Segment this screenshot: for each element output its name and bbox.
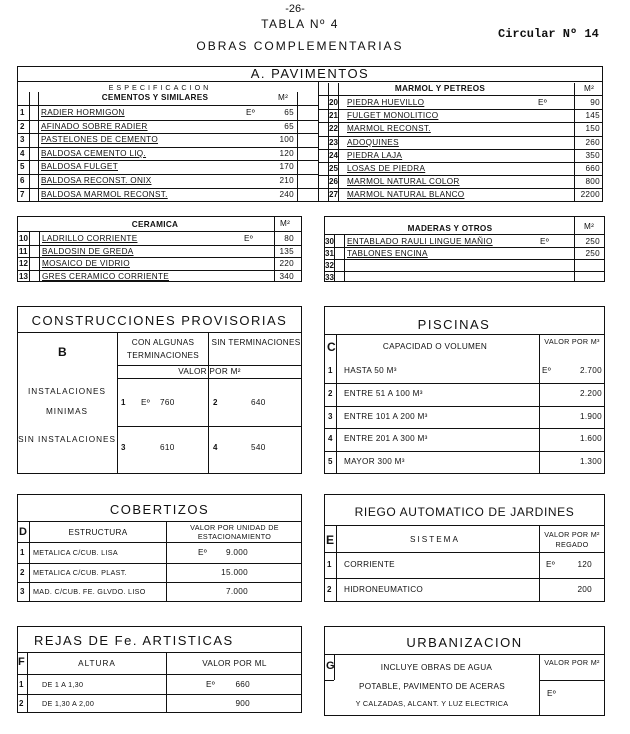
col-con-algunas: CON ALGUNAS TERMINACIONES [126, 338, 200, 360]
pavimentos-title: A. PAVIMENTOS [250, 66, 370, 81]
row-description: BALDOSA MARMOL RECONST. [41, 189, 168, 199]
construcciones-letter: B [58, 345, 67, 359]
row-description: RADIER HORMIGON [41, 108, 125, 117]
cobertizos-letter: D [19, 526, 27, 538]
row-description: BALDOSA RECONST. ONIX [41, 176, 152, 185]
row-description: ENTRE 201 A 300 M³ [344, 434, 428, 444]
row-number: 11 [19, 246, 28, 256]
row-number: 6 [20, 176, 25, 185]
row-number: 4 [328, 434, 333, 444]
row-value: 120 [279, 148, 294, 158]
rejas-value-header: VALOR POR ML [202, 659, 267, 668]
row-mark: Eº [198, 548, 208, 557]
row-value: 2200 [580, 190, 600, 200]
cell-num: 2 [213, 398, 218, 407]
urbanizacion-title: URBANIZACION [406, 635, 523, 650]
row-number: 3 [20, 135, 25, 145]
riego-value-header: VALOR POR M² REGADO [544, 530, 600, 549]
cobertizos-value-header: VALOR POR UNIDAD DE ESTACIONAMIENTO [190, 523, 279, 541]
maderas-group-title: MADERAS Y OTROS [407, 224, 493, 233]
marmol-unit: M² [584, 84, 595, 93]
row-value: 200 [577, 584, 592, 594]
row-number: 30 [325, 237, 334, 246]
row-description: TABLONES ENCINA [347, 249, 428, 258]
row-number: 32 [325, 261, 334, 270]
row-number: 4 [20, 148, 25, 158]
row-value: 2.700 [580, 366, 602, 375]
row-value: 660 [235, 680, 250, 689]
row-description: BALDOSIN DE GREDA [42, 246, 134, 256]
rejas-letter: F [18, 656, 25, 668]
row-description: MARMOL NATURAL COLOR [347, 177, 460, 187]
row-value: 220 [279, 259, 294, 268]
row-description: ADOQUINES [347, 137, 399, 147]
cell-value: 610 [160, 443, 175, 452]
row-number: 5 [328, 457, 333, 467]
row-number: 10 [19, 234, 28, 243]
row-description: ENTRE 51 A 100 M³ [344, 388, 423, 398]
maderas-unit: M² [584, 222, 595, 231]
row-value: 65 [284, 108, 294, 117]
row-number: 24 [329, 150, 338, 160]
rejas-title: REJAS DE Fe. ARTISTICAS [34, 633, 234, 648]
row-value: 145 [585, 111, 600, 121]
row-value: 660 [585, 164, 600, 173]
row-mark: Eº [244, 234, 254, 243]
row-value: 210 [279, 176, 294, 185]
cell-num: 1 [121, 398, 126, 407]
row-number: 22 [329, 124, 338, 134]
cell-value: 760 [160, 398, 175, 407]
spec-label: ESPECIFICACION [108, 83, 212, 92]
cell-num: 3 [121, 443, 126, 452]
row-description: LOSAS DE PIEDRA [347, 164, 426, 173]
urbanizacion-desc-line-3: Y CALZADAS, ALCANT. Y LUZ ELECTRICA [355, 699, 509, 708]
row-number: 33 [325, 273, 334, 282]
row-number: 2 [327, 584, 332, 594]
row-description: AFINADO SOBRE RADIER [41, 121, 148, 131]
row-value: 15.000 [221, 567, 248, 577]
row-number: 31 [325, 249, 334, 258]
row-number: 2 [20, 121, 25, 131]
row-description: MOSAICO DE VIDRIO [42, 259, 130, 268]
urbanizacion-letter: G [326, 660, 335, 672]
row-number: 1 [328, 366, 333, 375]
row-description: CORRIENTE [344, 560, 395, 569]
row-number: 25 [329, 164, 338, 173]
cell-value: 640 [251, 398, 266, 407]
cementos-unit: M² [278, 93, 289, 102]
row-description: MARMOL RECONST. [347, 124, 431, 134]
row-description: PIEDRA HUEVILLO [347, 98, 425, 107]
row-description: METALICA C/CUB. LISA [33, 548, 118, 557]
urbanizacion-desc-line-1: INCLUYE OBRAS DE AGUA [380, 663, 493, 672]
row-description: PASTELONES DE CEMENTO [41, 135, 159, 145]
row-description: HASTA 50 M³ [344, 366, 397, 375]
row-value: 120 [577, 560, 592, 569]
row-value: 1.900 [580, 411, 602, 421]
row-description: DE 1 A 1,30 [42, 680, 84, 689]
row-value: 2.200 [580, 388, 602, 398]
urbanizacion-value-header: VALOR POR M² [544, 658, 600, 667]
row-value: 9.000 [226, 548, 248, 557]
row-number: 3 [20, 587, 25, 596]
row-number: 1 [20, 108, 25, 117]
rejas-col-header: ALTURA [78, 659, 116, 668]
row-number: 1 [20, 548, 25, 557]
ceramica-unit: M² [280, 219, 291, 228]
row-value: 260 [585, 137, 600, 147]
row-description: BALDOSA FULGET [41, 162, 118, 172]
row-description: METALICA C/CUB. PLAST. [33, 567, 127, 577]
row-mark: Eº [540, 237, 550, 246]
row-value: 800 [585, 177, 600, 187]
row-number: 2 [20, 567, 25, 577]
row-description: GRES CERAMICO CORRIENTE [42, 271, 169, 281]
row-description: BALDOSA CEMENTO LIQ. [41, 148, 147, 158]
row-value: 80 [284, 234, 294, 243]
urbanizacion-desc-line-2: POTABLE, PAVIMENTO DE ACERAS [358, 682, 506, 691]
row-number: 2 [328, 388, 333, 398]
row-sin-instalaciones: SIN INSTALACIONES [18, 435, 116, 444]
row-description: LADRILLO CORRIENTE [42, 234, 138, 243]
row-number: 5 [20, 162, 25, 172]
row-number: 7 [20, 189, 25, 199]
row-number: 3 [328, 411, 333, 421]
marmol-group-title: MARMOL Y PETREOS [394, 84, 486, 93]
row-description: PIEDRA LAJA [347, 150, 403, 160]
row-number: 26 [329, 177, 338, 187]
row-description: MAD. C/CUB. FE. GLVDO. LISO [33, 587, 146, 596]
cell-value: 540 [251, 443, 266, 452]
cell-num: 4 [213, 443, 218, 452]
row-mark: Eº [542, 366, 552, 375]
piscinas-col-header: CAPACIDAD O VOLUMEN [382, 342, 488, 351]
row-number: 2 [19, 699, 24, 708]
row-number: 13 [19, 271, 28, 281]
row-value: 340 [279, 271, 294, 281]
row-description: MARMOL NATURAL BLANCO [347, 190, 465, 200]
row-value: 1.600 [580, 434, 602, 444]
riego-col-header: SISTEMA [410, 535, 460, 544]
row-value: 240 [279, 189, 294, 199]
cobertizos-title: COBERTIZOS [109, 502, 210, 517]
row-value: 170 [279, 162, 294, 172]
row-value: 65 [284, 121, 294, 131]
col-sin-terminaciones: SIN TERMINACIONES [211, 338, 301, 347]
row-value: 135 [279, 246, 294, 256]
page-number: -26- [285, 3, 305, 15]
row-value: 1.300 [580, 457, 602, 467]
construcciones-title: CONSTRUCCIONES PROVISORIAS [31, 313, 288, 328]
row-number: 1 [327, 560, 332, 569]
row-value: 100 [279, 135, 294, 145]
row-number: 1 [19, 680, 24, 689]
riego-letter: E [326, 533, 335, 547]
row-mark: Eº [538, 98, 548, 107]
row-description: ENTABLADO RAULI LINGUE MAÑIO [347, 237, 493, 246]
row-value: 150 [585, 124, 600, 134]
cobertizos-col-header: ESTRUCTURA [68, 528, 128, 537]
cementos-group-title: CEMENTOS Y SIMILARES [101, 93, 209, 102]
circular-label: Circular Nº 14 [498, 27, 599, 41]
valor-por-m2-label: VALOR POR M² [178, 367, 241, 376]
piscinas-letter: C [327, 340, 336, 354]
row-value: 90 [590, 98, 600, 107]
row-mark: Eº [246, 108, 256, 117]
row-value: 350 [585, 150, 600, 160]
row-description: MAYOR 300 M³ [344, 457, 405, 467]
ceramica-group-title: CERAMICA [131, 220, 179, 229]
row-value: 7.000 [226, 587, 248, 596]
row-mark: Eº [546, 560, 556, 569]
piscinas-title: PISCINAS [417, 317, 491, 332]
riego-title: RIEGO AUTOMATICO DE JARDINES [354, 505, 575, 519]
row-number: 20 [329, 98, 338, 107]
table-subtitle: OBRAS COMPLEMENTARIAS [196, 39, 404, 53]
row-number: 12 [19, 259, 28, 268]
row-description: DE 1,30 A 2,00 [42, 699, 95, 708]
row-number: 23 [329, 137, 338, 147]
row-instalaciones-minimas: INSTALACIONES MINIMAS [28, 387, 106, 416]
row-mark: Eº [206, 680, 216, 689]
table-title: TABLA Nº 4 [261, 17, 339, 31]
row-number: 27 [329, 190, 338, 200]
row-number: 21 [329, 111, 338, 121]
row-value: 900 [235, 699, 250, 708]
row-value: 250 [585, 237, 600, 246]
row-description: FULGET MONOLITICO [347, 111, 439, 121]
row-description: ENTRE 101 A 200 M³ [344, 411, 428, 421]
urbanizacion-mark: Eº [547, 689, 557, 698]
piscinas-value-header: VALOR POR M³ [544, 337, 600, 346]
cell-mark: Eº [141, 398, 151, 407]
row-value: 250 [585, 249, 600, 258]
row-description: HIDRONEUMATICO [344, 584, 424, 594]
